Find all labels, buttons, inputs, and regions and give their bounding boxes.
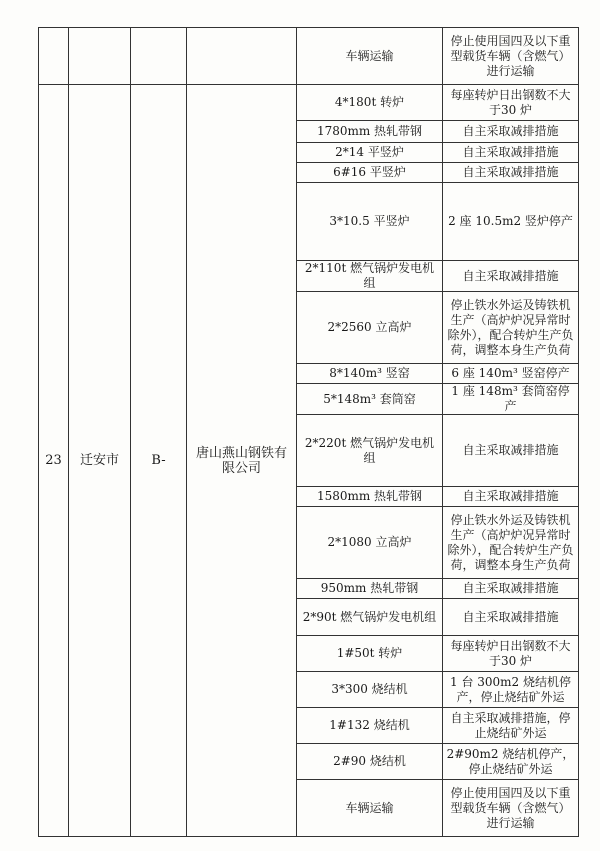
process-cell: 4*180t 转炉 bbox=[297, 85, 443, 121]
measure-cell: 每座转炉日出钢数不大于30 炉 bbox=[443, 85, 579, 121]
measure-cell: 停止铁水外运及铸铁机生产（高炉炉况异常时除外），配合转炉生产负荷，调整本身生产负荷 bbox=[443, 507, 579, 579]
blank-cell bbox=[187, 28, 297, 85]
process-cell: 950mm 热轧带钢 bbox=[297, 579, 443, 599]
measure-cell: 自主采取减排措施 bbox=[443, 415, 579, 487]
measure-cell: 停止铁水外运及铸铁机生产（高炉炉况异常时除外），配合转炉生产负荷，调整本身生产负荷 bbox=[443, 292, 579, 364]
process-cell: 3*300 烧结机 bbox=[297, 672, 443, 708]
measure-cell: 自主采取减排措施 bbox=[443, 487, 579, 507]
measure-cell: 自主采取减排措施 bbox=[443, 121, 579, 143]
process-cell: 2#90 烧结机 bbox=[297, 744, 443, 780]
measure-cell: 自主采取减排措施 bbox=[443, 143, 579, 163]
measure-cell: 6 座 140m³ 竖窑停产 bbox=[443, 364, 579, 384]
measure-cell: 2#90m2 烧结机停产，停止烧结矿外运 bbox=[443, 744, 579, 780]
process-cell: 2*14 平竖炉 bbox=[297, 143, 443, 163]
measure-cell: 停止使用国四及以下重型载货车辆（含燃气）进行运输 bbox=[443, 28, 579, 85]
process-cell: 2*1080 立高炉 bbox=[297, 507, 443, 579]
county-cell: 迁安市 bbox=[69, 85, 131, 837]
measure-cell: 2 座 10.5m2 竖炉停产 bbox=[443, 183, 579, 261]
process-cell: 5*148m³ 套筒窑 bbox=[297, 384, 443, 415]
grade-cell: B- bbox=[131, 85, 187, 837]
process-cell: 2*110t 燃气锅炉发电机组 bbox=[297, 261, 443, 292]
blank-cell bbox=[131, 28, 187, 85]
measure-cell: 自主采取减排措施 bbox=[443, 163, 579, 183]
company-cell: 唐山燕山钢铁有限公司 bbox=[187, 85, 297, 837]
table-row bbox=[39, 85, 579, 121]
emission-measures-table bbox=[38, 27, 579, 837]
measure-cell: 1 座 148m³ 套筒窑停产 bbox=[443, 384, 579, 415]
process-cell: 1#50t 转炉 bbox=[297, 636, 443, 672]
blank-cell bbox=[39, 28, 69, 85]
measure-cell: 停止使用国四及以下重型载货车辆（含燃气）进行运输 bbox=[443, 780, 579, 837]
process-cell: 车辆运输 bbox=[297, 28, 443, 85]
process-cell: 2*90t 燃气锅炉发电机组 bbox=[297, 599, 443, 636]
process-cell: 1780mm 热轧带钢 bbox=[297, 121, 443, 143]
process-cell: 2*220t 燃气锅炉发电机组 bbox=[297, 415, 443, 487]
process-cell: 1580mm 热轧带钢 bbox=[297, 487, 443, 507]
blank-cell bbox=[69, 28, 131, 85]
process-cell: 1#132 烧结机 bbox=[297, 708, 443, 744]
measure-cell: 自主采取减排措施 bbox=[443, 599, 579, 636]
process-cell: 6#16 平竖炉 bbox=[297, 163, 443, 183]
process-cell: 3*10.5 平竖炉 bbox=[297, 183, 443, 261]
process-cell: 车辆运输 bbox=[297, 780, 443, 837]
measure-cell: 1 台 300m2 烧结机停产，停止烧结矿外运 bbox=[443, 672, 579, 708]
row-number: 23 bbox=[39, 85, 69, 837]
table-row bbox=[39, 28, 579, 85]
measure-cell: 自主采取减排措施，停止烧结矿外运 bbox=[443, 708, 579, 744]
measure-cell: 自主采取减排措施 bbox=[443, 579, 579, 599]
process-cell: 8*140m³ 竖窑 bbox=[297, 364, 443, 384]
measure-cell: 每座转炉日出钢数不大于30 炉 bbox=[443, 636, 579, 672]
process-cell: 2*2560 立高炉 bbox=[297, 292, 443, 364]
measure-cell: 自主采取减排措施 bbox=[443, 261, 579, 292]
